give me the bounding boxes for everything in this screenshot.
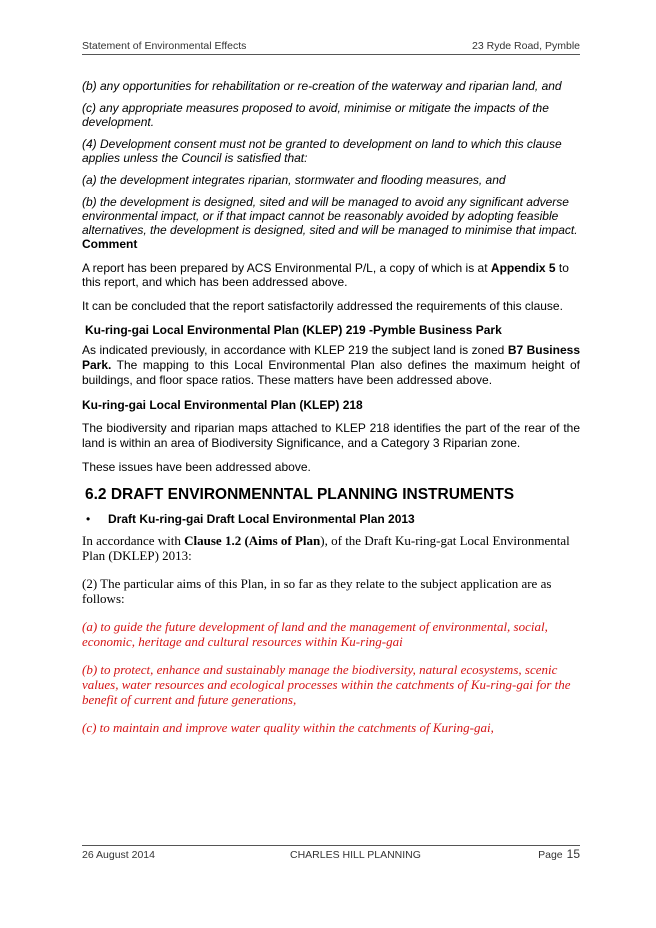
klep218-paragraph-2: These issues have been addressed above. (82, 460, 311, 474)
page-number: 15 (566, 847, 580, 861)
klep219-heading: Ku-ring-gai Local Environmental Plan (KLEP) 219 -Pymble Business Park (85, 323, 502, 337)
clause-b-design: (b) the development is designed, sited and will be managed to avoid any significant adverse environmental impact, or if that impact cannot be reasonably avoided by adopting feasible alternatives, the development is designed, sited and will be managed to minimise that impact. (82, 195, 578, 237)
footer-company: CHARLES HILL PLANNING (290, 849, 421, 861)
header-rule (82, 54, 580, 55)
aim-a: (a) to guide the future development of land and the management of environmental, social, economic, heritage and cultural resources within Ku-ring-gai (82, 619, 548, 649)
section-6-2-heading: 6.2 DRAFT ENVIRONMENNTAL PLANNING INSTRUMENTS (85, 486, 515, 503)
page-label: Page (538, 849, 563, 861)
appendix-reference: Appendix 5 (490, 261, 556, 275)
zone-name: B7 Business Park. (82, 343, 580, 372)
header-document-title: Statement of Environmental Effects (82, 40, 247, 52)
footer-page (538, 847, 580, 861)
draft-lep-bullet: • Draft Ku-ring-gai Draft Local Environmental Plan 2013 (82, 512, 580, 526)
page-footer (82, 847, 580, 863)
footer-date: 26 August 2014 (82, 849, 155, 861)
klep218-heading: Ku-ring-gai Local Environmental Plan (KLEP) 218 (82, 398, 363, 412)
clause-c-measures: (c) any appropriate measures proposed to avoid, minimise or mitigate the impacts of the development. (82, 101, 549, 129)
aim-c: (c) to maintain and improve water quality within the catchments of Kuring-gai, (82, 720, 494, 735)
footer-rule (82, 845, 580, 846)
klep218-paragraph-1: The biodiversity and riparian maps attached to KLEP 218 identifies the part of the rear of the land is within an area of Biodiversity Significance, and a Category 3 Riparian zone. (82, 421, 580, 450)
aim-b: (b) to protect, enhance and sustainably manage the biodiversity, natural ecosystems, scenic values, water resources and ecological processes within the catchments of Ku-ring-gai for the benefit of current and future generations, (82, 662, 571, 707)
page-body (82, 79, 580, 735)
bullet-icon: • (86, 512, 91, 526)
klep219-paragraph: As indicated previously, in accordance with KLEP 219 the subject land is zoned B7 Business Park. The mapping to this Local Environmental Plan also defines the maximum height of buildings, and floor space ratios. These matters have been addressed above. (82, 343, 580, 387)
aims-lead-in: (2) The particular aims of this Plan, in so far as they relate to the subject application are as follows: (82, 576, 552, 606)
comment-heading: Comment (82, 237, 138, 251)
comment-paragraph-1: A report has been prepared by ACS Environmental P/L, a copy of which is at Appendix 5 to this report, and which has been addressed above. (82, 261, 569, 289)
comment-paragraph-2: It can be concluded that the report satisfactorily addressed the requirements of this clause. (82, 299, 563, 313)
clause-a-integration: (a) the development integrates riparian, stormwater and flooding measures, and (82, 173, 506, 187)
clause-4-consent: (4) Development consent must not be granted to development on land to which this clause applies unless the Council is satisfied that: (82, 137, 562, 165)
clause-reference: Clause 1.2 (Aims of Plan (184, 533, 321, 548)
header-address: 23 Ryde Road, Pymble (472, 40, 580, 52)
aims-intro-paragraph: In accordance with Clause 1.2 (Aims of Plan), of the Draft Ku-ring-gat Local Environmental Plan (DKLEP) 2013: (82, 533, 570, 563)
clause-b-rehabilitation: (b) any opportunities for rehabilitation or re-creation of the waterway and riparian land, and (82, 79, 562, 93)
page-header (82, 40, 580, 54)
